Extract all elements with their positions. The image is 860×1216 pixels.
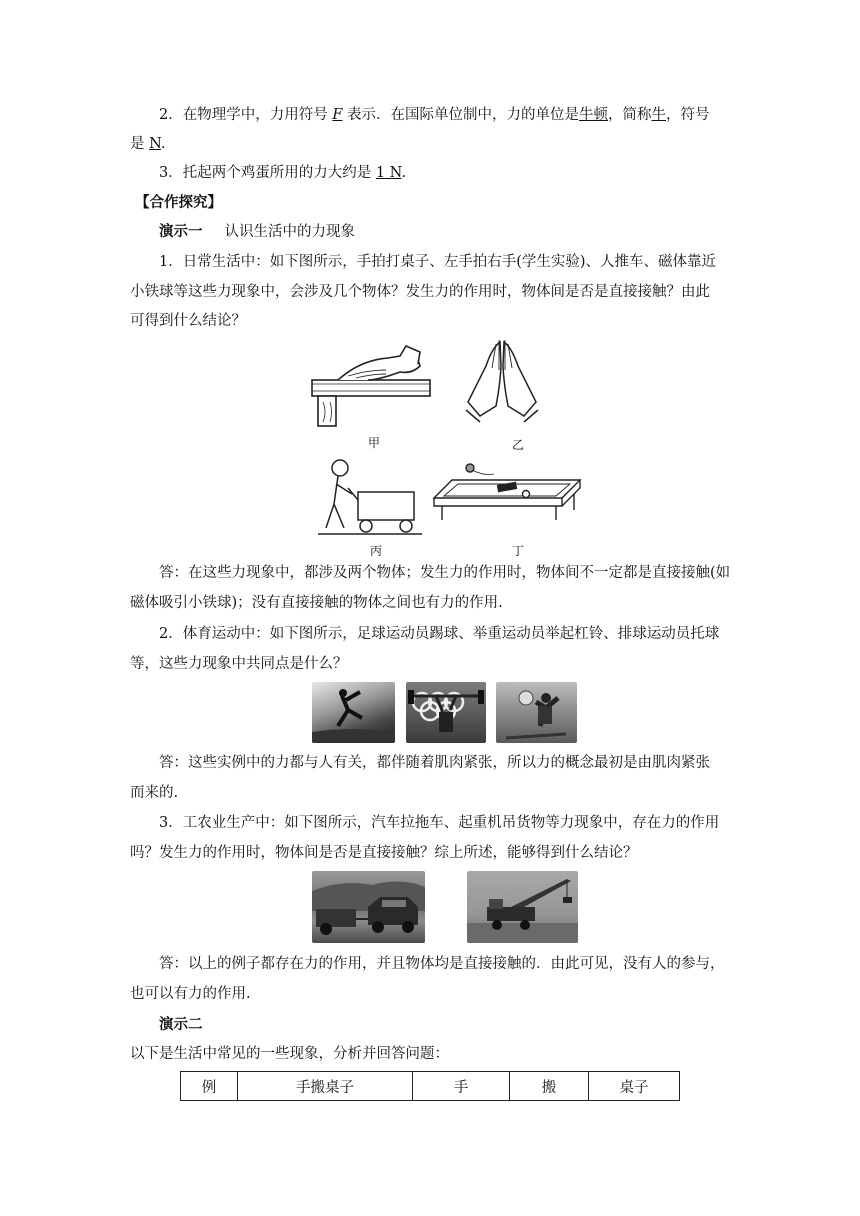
table-cell-action: 搬 xyxy=(510,1072,589,1101)
question-3-line-2: 吗？发生力的作用时，物体间是否是直接接触？综上所述，能够得到什么结论？ xyxy=(130,845,638,861)
table-row xyxy=(181,1072,680,1101)
answer-1-line-1: 答：在这些力现象中，都涉及两个物体；发生力的作用时，物体间不一定都是直接接触(如 xyxy=(159,565,731,581)
demo-1-heading xyxy=(159,217,769,247)
demo-1-label: 演示一 xyxy=(159,223,203,240)
item-2-paragraph: 2．在物理学中，力用符号 F 表示．在国际单位制中，力的单位是牛顿，简称牛，符号 xyxy=(159,107,710,123)
unit-symbol: N xyxy=(149,136,161,152)
question-2-line-1: 2．体育运动中：如下图所示，足球运动员踢球、举重运动员举起杠铃、排球运动员托球 xyxy=(159,626,720,642)
answer-2-line-2: 而来的. xyxy=(130,785,179,801)
unit-short-name: 牛 xyxy=(651,107,667,123)
question-3-line-1: 3．工农业生产中：如下图所示，汽车拉拖车、起重机吊货物等力现象中，存在力的作用 xyxy=(159,815,720,831)
volleyball-photo xyxy=(496,682,577,743)
question-2-line-2: 等，这些力现象中共同点是什么？ xyxy=(130,656,348,672)
crane-lifting-cargo-photo xyxy=(467,871,578,943)
demo-1-title: 认识生活中的力现象 xyxy=(224,224,355,240)
person-pushing-cart-illustration xyxy=(318,456,422,536)
answer-3-line-2: 也可以有力的作用. xyxy=(130,986,251,1002)
weightlifting-photo xyxy=(406,682,486,743)
clapping-hands-illustration xyxy=(462,336,542,426)
table-cell-actor: 手 xyxy=(413,1072,510,1101)
answer-3-line-1: 答：以上的例子都存在力的作用，并且物体均是直接接触的．由此可见，没有人的参与， xyxy=(159,956,725,972)
car-towing-trailer-photo xyxy=(312,871,425,943)
magnet-attracting-ball-illustration xyxy=(432,458,582,538)
question-1-line-3: 可得到什么结论？ xyxy=(130,313,246,329)
answer-2-line-1: 答：这些实例中的力都与人有关，都伴随着肌肉紧张，所以力的概念最初是由肌肉紧张 xyxy=(159,755,710,771)
question-1-line-2: 小铁球等这些力现象中，会涉及几个物体？发生力的作用时，物体间是否是直接接触？由此 xyxy=(130,284,710,300)
demo-2-intro: 以下是生活中常见的一些现象，分析并回答问题： xyxy=(130,1046,449,1062)
caption-ding: 丁 xyxy=(512,544,525,558)
table-cell-phenomenon: 手搬桌子 xyxy=(238,1072,413,1101)
caption-yi: 乙 xyxy=(512,438,525,452)
table-cell-example: 例 xyxy=(181,1072,238,1101)
phenomena-table xyxy=(180,1071,680,1101)
unit-name: 牛顿 xyxy=(579,107,609,123)
caption-bing: 丙 xyxy=(370,544,383,558)
item-3-paragraph: 3．托起两个鸡蛋所用的力大约是 1 N. xyxy=(159,165,407,181)
table-cell-object: 桌子 xyxy=(589,1072,680,1101)
caption-jia: 甲 xyxy=(368,436,381,450)
item-2-line-2: 是 N. xyxy=(130,136,166,152)
force-symbol: F xyxy=(332,107,343,123)
question-1-line-1: 1．日常生活中：如下图所示，手拍打桌子、左手拍右手(学生实验)、人推车、磁体靠近 xyxy=(159,254,717,270)
egg-force-value: 1 N xyxy=(375,165,402,181)
section-heading: 【合作探究】 xyxy=(135,194,222,211)
answer-1-line-2: 磁体吸引小铁球)；没有直接接触的物体之间也有力的作用. xyxy=(130,595,503,611)
hand-slapping-table-illustration xyxy=(308,340,436,428)
demo-2-label: 演示二 xyxy=(159,1016,203,1033)
soccer-kick-photo xyxy=(312,682,395,743)
item-2-number: 2． xyxy=(159,107,183,123)
